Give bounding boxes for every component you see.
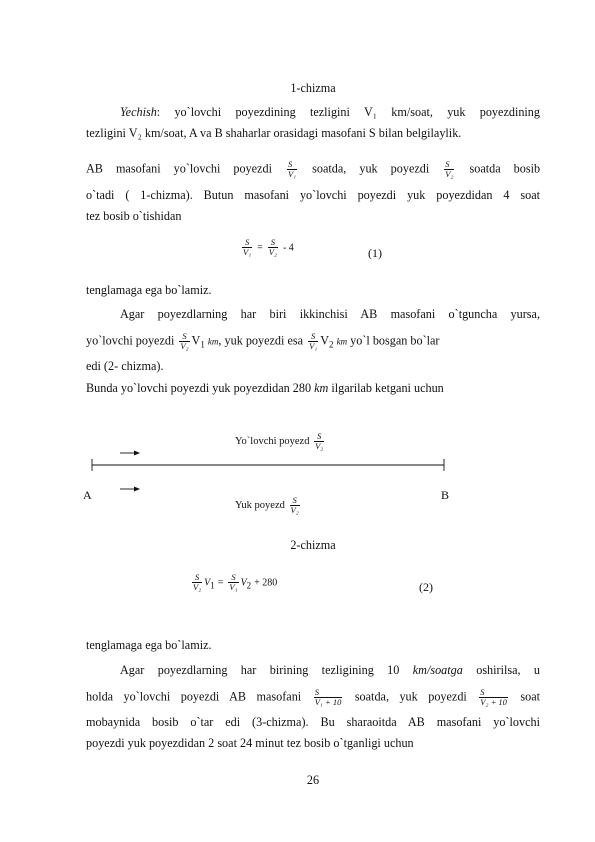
fraction-denominator: V₂ [180, 341, 189, 351]
variable-v2: V [240, 577, 247, 589]
solution-line-2: tezligini V₂ km/soat, A va B shaharlar orasidagi masofani S bilan belgilaylik. [86, 126, 462, 140]
fraction-denominator: V₂ [290, 505, 299, 515]
equation-1-number: (1) [368, 246, 382, 260]
fraction-denominator: V₂ [193, 582, 202, 592]
paragraph-2-text-c: soatda bosib [469, 161, 541, 176]
freight-train-text: Yuk poyezd [235, 499, 285, 511]
fraction-numerator: S [314, 687, 319, 697]
solution-line-1-text: : yo`lovchi poyezdining tezligini V₁ km/soat, yuk poyezdining [156, 105, 540, 119]
point-b-label: B [441, 488, 450, 502]
variable-v1: V [191, 333, 201, 348]
fraction-numerator: S [287, 159, 293, 169]
fraction-s-over-v2 [192, 573, 202, 592]
unit-km: km [207, 336, 219, 347]
paragraph-2-text-b: soatda, yuk poyezdi [312, 161, 430, 176]
paragraph-7-line-3: mobaynida bosib o`tar edi (3-chizma). Bu sharaoitda AB masofani yo`lovchi [86, 715, 540, 729]
fraction-s-over-v1-plus-10 [314, 688, 343, 707]
fraction-denominator: V₂ + 10 [480, 697, 507, 707]
paragraph-7-text-c: holda yo`lovchi poyezdi AB masofani [86, 689, 302, 704]
paragraph-2-line-3: tez bosib o`tishidan [86, 209, 182, 223]
variable-v1: V [204, 577, 211, 589]
variable-v1-subscript: 1 [200, 339, 205, 350]
fraction-denominator: V₁ [309, 341, 318, 351]
equation-2 [190, 573, 277, 592]
variable-v1-subscript: 1 [210, 580, 215, 591]
fraction-numerator: S [317, 431, 322, 441]
fraction-s-over-v2-plus-10 [479, 688, 508, 707]
paragraph-4-text-b: , yuk poyezdi esa [218, 333, 304, 348]
paragraph-7-text-e: soat [520, 689, 541, 704]
point-a-label: A [83, 488, 92, 502]
arrow-freight-head [134, 487, 140, 492]
paragraph-3: tenglamaga ega bo`lamiz. [86, 283, 212, 297]
solution-word: Yechish [120, 105, 157, 119]
fraction-denominator: V₂ [268, 247, 277, 257]
paragraph-2-line-2: o`tadi ( 1-chizma). Butun masofani yo`lovchi poyezdi yuk poyezdidan 4 soat [86, 188, 540, 202]
paragraph-7-line-1 [120, 662, 540, 678]
fraction-denominator: V₁ [287, 169, 297, 179]
variable-v2: V [320, 333, 330, 348]
paragraph-5-text-a: Bunda yo`lovchi poyezdi yuk poyezdidan 280 [86, 381, 312, 395]
equation-1-tail: - 4 [282, 242, 294, 254]
figure-caption-1: 1-chizma [290, 81, 336, 95]
paragraph-2-text-a: AB masofani yo`lovchi poyezdi [86, 161, 272, 176]
paragraph-4-line-1: Agar poyezdlarning har biri ikkinchisi AB masofani o`tguncha yursa, [120, 307, 540, 321]
equals-sign: = [257, 242, 263, 254]
fraction-numerator: S [231, 572, 236, 582]
passenger-train-text: Yo`lovchi poyezd [235, 435, 310, 447]
fraction-numerator: S [270, 237, 275, 247]
fraction-s-over-v2 [290, 496, 300, 515]
fraction-denominator: V₁ + 10 [314, 697, 342, 707]
paragraph-7-text-d: soatda, yuk poyezdi [354, 689, 467, 704]
figure-caption-2: 2-chizma [290, 538, 336, 552]
paragraph-4-text-a: yo`lovchi poyezdi [86, 333, 175, 348]
paragraph-4-line-3: edi (2- chizma). [86, 359, 164, 373]
arrow-passenger-head [134, 451, 140, 456]
fraction-s-over-v2 [314, 432, 324, 451]
variable-v2-subscript: 2 [246, 580, 252, 591]
fraction-denominator: V₁ [229, 582, 238, 592]
freight-train-label [235, 496, 302, 515]
fraction-numerator: S [445, 159, 450, 169]
fraction-denominator: V₂ [315, 441, 324, 451]
unit-km: km [336, 336, 348, 347]
paragraph-7-text-b: oshirilsa, u [476, 663, 541, 677]
fraction-denominator: V₂ [445, 169, 454, 179]
fraction-numerator: S [311, 331, 316, 341]
equals-sign: = [217, 577, 224, 589]
paragraph-4-text-c: yo`l bosgan bo`lar [350, 333, 440, 348]
passenger-train-label [235, 432, 326, 451]
fraction-numerator: S [182, 331, 187, 341]
paragraph-5-text-b: ilgarilab ketgani uchun [331, 381, 444, 395]
paragraph-7-line-2 [86, 688, 540, 707]
fraction-numerator: S [292, 495, 297, 505]
fraction-denominator: V₁ [243, 247, 252, 257]
fraction-s-over-v1 [228, 573, 238, 592]
paragraph-7-text-a: Agar poyezdlarning har birining tezligining 10 [120, 663, 400, 677]
page-number: 26 [306, 773, 320, 787]
unit-km-per-hour: km/soatga [412, 663, 463, 677]
unit-km: km [314, 381, 329, 395]
fraction-numerator: S [194, 572, 200, 582]
equation-2-tail: + 280 [254, 577, 278, 589]
paragraph-6: tenglamaga ega bo`lamiz. [86, 638, 212, 652]
paragraph-7-line-4: poyezdi yuk poyezdidan 2 soat 24 minut tez bosib o`tganligi uchun [86, 736, 414, 750]
equation-2-number: (2) [419, 580, 433, 594]
variable-v2-subscript: 2 [329, 339, 334, 350]
fraction-numerator: S [244, 237, 250, 247]
fraction-numerator: S [480, 687, 485, 697]
